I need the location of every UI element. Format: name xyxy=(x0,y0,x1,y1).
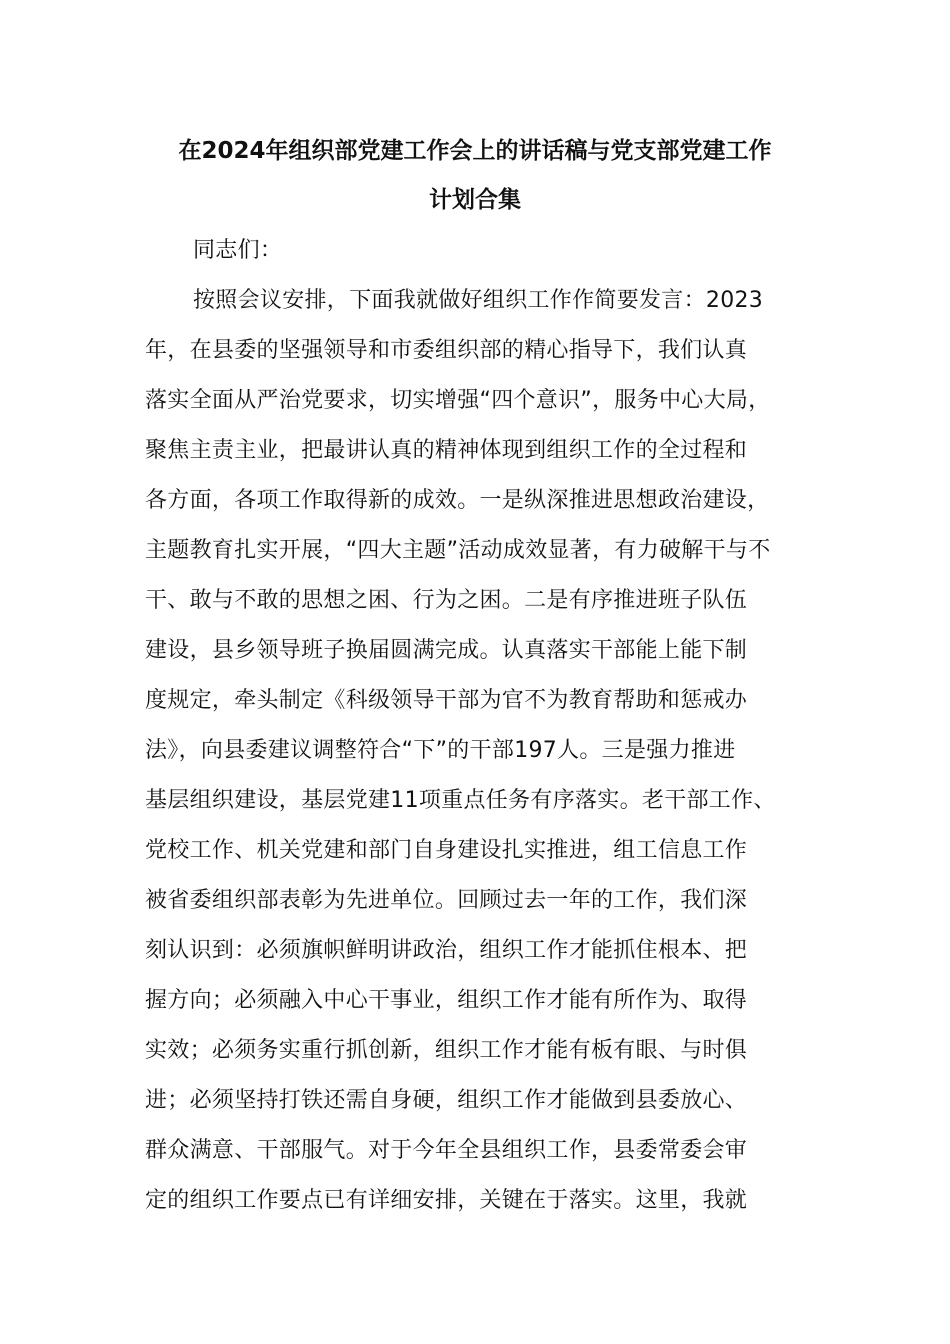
paragraph-line: 落实全面从严治党要求，切实增强“四个意识”，服务中心大局， xyxy=(145,388,771,413)
salutation: 同志们： xyxy=(193,238,283,263)
document-title-line-2: 计划合集 xyxy=(429,187,521,213)
paragraph-line: 各方面，各项工作取得新的成效。一是纵深推进思想政治建设， xyxy=(145,488,770,513)
paragraph-line: 基层组织建设，基层党建11项重点任务有序落实。老干部工作、 xyxy=(145,788,776,813)
paragraph-line: 握方向；必须融入中心干事业，组织工作才能有所作为、取得 xyxy=(145,988,748,1013)
paragraph-line: 聚焦主责主业，把最讲认真的精神体现到组织工作的全过程和 xyxy=(145,438,748,463)
paragraph-line: 群众满意、干部服气。对于今年全县组织工作，县委常委会审 xyxy=(145,1138,748,1163)
paragraph-line: 刻认识到：必须旗帜鲜明讲政治，组织工作才能抓住根本、把 xyxy=(145,938,748,963)
paragraph-line: 年，在县委的坚强领导和市委组织部的精心指导下，我们认真 xyxy=(145,338,748,363)
paragraph-line: 被省委组织部表彰为先进单位。回顾过去一年的工作，我们深 xyxy=(145,888,748,913)
paragraph-line: 按照会议安排，下面我就做好组织工作作简要发言：2023 xyxy=(193,288,764,313)
paragraph-line: 干、敢与不敢的思想之困、行为之困。二是有序推进班子队伍 xyxy=(145,588,748,613)
document-title-line-1: 在2024年组织部党建工作会上的讲话稿与党支部党建工作 xyxy=(178,138,772,164)
paragraph-line: 法》，向县委建议调整符合“下”的干部197人。三是强力推进 xyxy=(145,738,736,763)
paragraph-line: 定的组织工作要点已有详细安排，关键在于落实。这里，我就 xyxy=(145,1188,748,1213)
paragraph-line: 主题教育扎实开展，“四大主题”活动成效显著，有力破解干与不 xyxy=(145,538,771,563)
paragraph-line: 实效；必须务实重行抓创新，组织工作才能有板有眼、与时俱 xyxy=(145,1038,748,1063)
paragraph-line: 党校工作、机关党建和部门自身建设扎实推进，组工信息工作 xyxy=(145,838,748,863)
paragraph-line: 进；必须坚持打铁还需自身硬，组织工作才能做到县委放心、 xyxy=(145,1088,748,1113)
paragraph-line: 建设，县乡领导班子换届圆满完成。认真落实干部能上能下制 xyxy=(145,638,748,663)
paragraph-line: 度规定，牵头制定《科级领导干部为官不为教育帮助和惩戒办 xyxy=(145,688,748,713)
